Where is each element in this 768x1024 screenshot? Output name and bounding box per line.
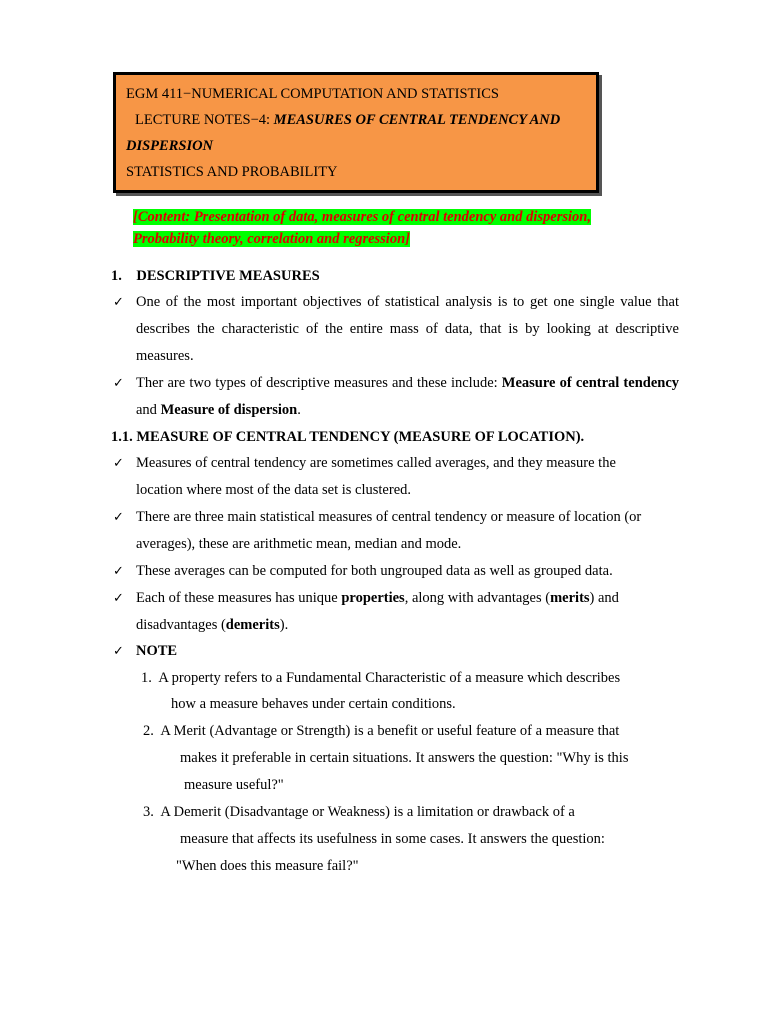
checkmark-icon: ✓ [113,591,124,606]
bullet-text-part: Each of these measures has unique [136,590,342,606]
checkmark-icon: ✓ [113,376,124,391]
lecture-title [126,107,588,133]
note-label-text: NOTE [136,643,178,659]
note-merit-line1: 2. A Merit (Advantage or Strength) is a benefit or useful feature of a measure that [143,723,620,739]
bullet-text-part: ). [279,617,289,633]
list-item [113,638,679,665]
bullet-text-part: Ther are two types of descriptive measures and these include: [136,375,502,391]
section-heading-central-tendency: 1.1. MEASURE OF CENTRAL TENDENCY (MEASURE OF LOCATION). [111,429,585,445]
bullet-text: Measures of central tendency are sometimes called averages, and they measure the location where most of the data set is clustered. [136,455,616,498]
note-label [136,638,679,665]
note-demerit-line3: "When does this measure fail?" [176,858,359,874]
list-item [113,558,679,585]
bullet-text-part: , along with advantages ( [404,590,551,606]
note-property-line2: how a measure behaves under certain conditions. [171,696,456,712]
checkmark-icon: ✓ [113,564,124,579]
checkmark-icon: ✓ [113,644,124,659]
bullet-text: One of the most important objectives of statistical analysis is to get one single value that describes the characteristic of the entire mass of data, that is by looking at descriptive measures. [136,294,679,364]
bullet-text-part: . [297,402,301,418]
list-item [113,370,679,424]
bullet-text [136,370,679,424]
content-summary-line1: [Content: Presentation of data, measures of central tendency and dispersion, [133,209,591,225]
note-demerit-line2: measure that affects its usefulness in some cases. It answers the question: [180,831,605,847]
lecture-number: LECTURE NOTES−4: [135,112,274,128]
bullet-term-merits: merits [550,590,590,606]
list-item [113,450,679,504]
bullet-text: These averages can be computed for both ungrouped data as well as grouped data. [136,563,613,579]
checkmark-icon: ✓ [113,456,124,471]
note-merit-line2: makes it preferable in certain situations. It answers the question: "Why is this [180,750,629,766]
lecture-header-box [113,72,599,193]
bullet-text: There are three main statistical measures of central tendency or measure of location (or averages), these are arithmetic mean, median and mode. [136,509,642,552]
subject-title: STATISTICS AND PROBABILITY [126,164,338,180]
checkmark-icon: ✓ [113,295,124,310]
lecture-topic-cont: DISPERSION [126,138,214,154]
bullet-term-properties: properties [341,590,405,606]
content-summary [133,206,591,250]
course-title: EGM 411−NUMERICAL COMPUTATION AND STATISTICS [126,86,499,102]
note-property-line1: 1. A property refers to a Fundamental Characteristic of a measure which describes [141,670,621,686]
note-merit-line3: measure useful?" [184,777,284,793]
bullet-term-central: Measure of central tendency [501,375,680,391]
checkmark-icon: ✓ [113,510,124,525]
bullet-text-part: and [136,402,161,418]
bullet-text-part: ) and disadvantages ( [136,590,619,633]
content-summary-line2: Probability theory, correlation and regression] [133,231,410,247]
list-item [113,585,679,639]
list-item [113,289,679,370]
bullet-term-dispersion: Measure of dispersion [160,402,298,418]
note-demerit-line1: 3. A Demerit (Disadvantage or Weakness) is a limitation or drawback of a [143,804,575,820]
lecture-topic: MEASURES OF CENTRAL TENDENCY AND [273,112,561,128]
bullet-term-demerits: demerits [225,617,280,633]
list-item [113,504,679,558]
bullet-text [136,585,644,639]
section-heading-descriptive: 1. DESCRIPTIVE MEASURES [111,268,320,284]
